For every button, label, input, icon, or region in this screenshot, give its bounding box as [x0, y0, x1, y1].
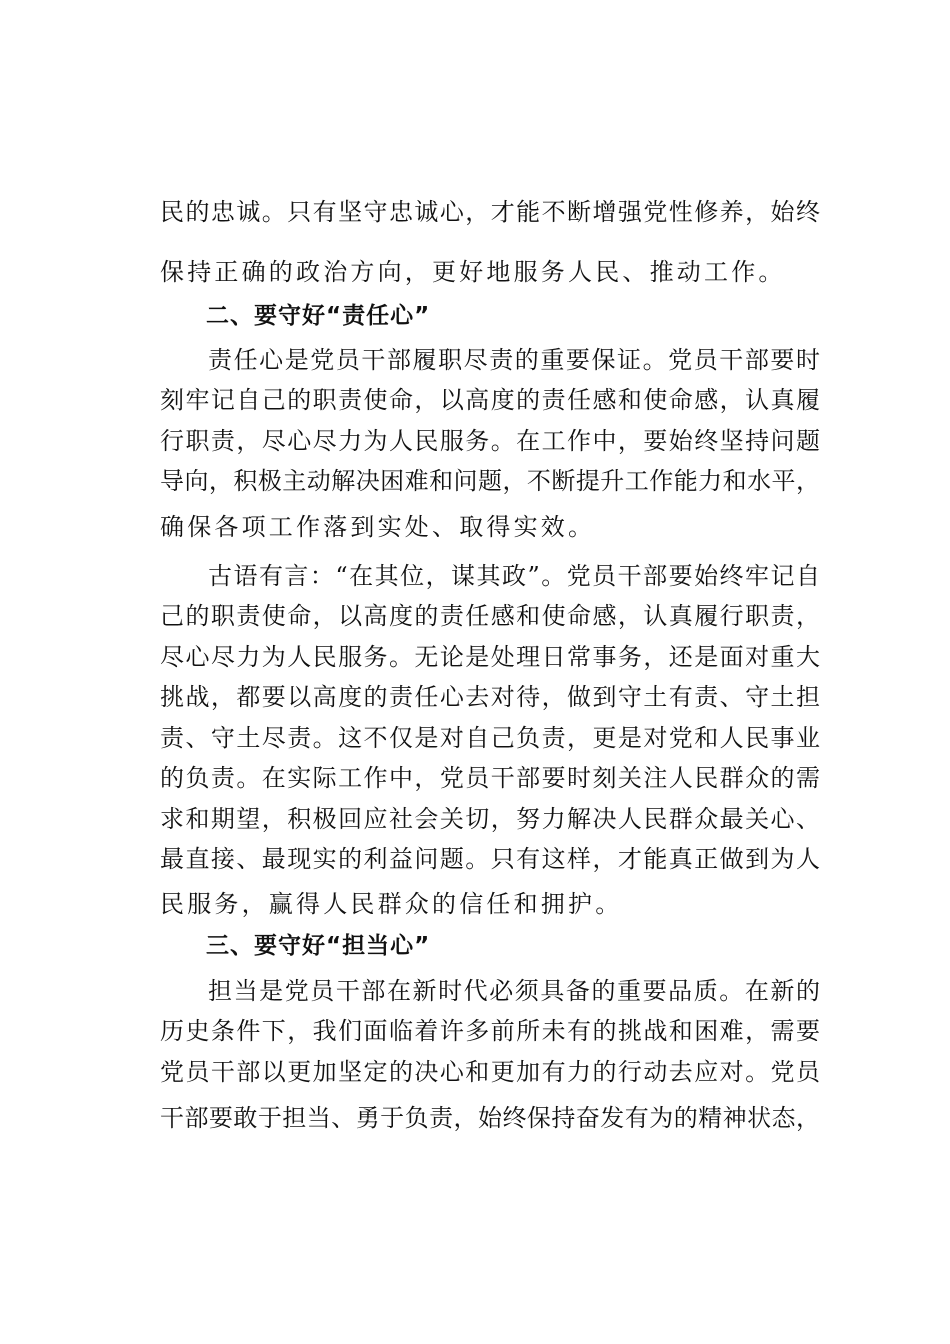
paragraph-line: 求和期望，积极回应社会关切，努力解决人民群众最关心、 — [160, 805, 820, 833]
paragraph-line: 最直接、最现实的利益问题。只有这样，才能真正做到为人 — [160, 845, 820, 873]
paragraph-line: 担当是党员干部在新时代必须具备的重要品质。在新的 — [208, 977, 820, 1005]
section-heading: 二、要守好“责任心” — [206, 303, 431, 329]
section-heading: 三、要守好“担当心” — [206, 933, 431, 959]
paragraph-line: 导向，积极主动解决困难和问题，不断提升工作能力和水平， — [160, 467, 820, 495]
paragraph-line: 己的职责使命，以高度的责任感和使命感，认真履行职责， — [160, 602, 820, 630]
paragraph-line: 确保各项工作落到实处、取得实效。 — [160, 513, 596, 541]
paragraph-line: 干部要敢于担当、勇于负责，始终保持奋发有为的精神状态， — [160, 1104, 820, 1132]
paragraph-line: 尽心尽力为人民服务。无论是处理日常事务，还是面对重大 — [160, 643, 820, 671]
paragraph-line: 责、守土尽责。这不仅是对自己负责，更是对党和人民事业 — [160, 724, 820, 752]
paragraph-line: 保持正确的政治方向，更好地服务人民、推动工作。 — [160, 258, 786, 286]
paragraph-line: 民服务，赢得人民群众的信任和拥护。 — [160, 890, 623, 918]
paragraph-line: 责任心是党员干部履职尽责的重要保证。党员干部要时 — [208, 346, 820, 374]
paragraph-line: 历史条件下，我们面临着许多前所未有的挑战和困难，需要 — [160, 1017, 820, 1045]
paragraph-line: 民的忠诚。只有坚守忠诚心，才能不断增强党性修养，始终 — [160, 198, 820, 226]
paragraph-line: 行职责，尽心尽力为人民服务。在工作中，要始终坚持问题 — [160, 427, 820, 455]
paragraph-line: 党员干部以更加坚定的决心和更加有力的行动去应对。党员 — [160, 1058, 820, 1086]
paragraph-line: 的负责。在实际工作中，党员干部要时刻关注人民群众的需 — [160, 764, 820, 792]
paragraph-line: 古语有言：“在其位，谋其政”。党员干部要始终牢记自 — [208, 562, 820, 590]
paragraph-line: 刻牢记自己的职责使命，以高度的责任感和使命感，认真履 — [160, 386, 820, 414]
paragraph-line: 挑战，都要以高度的责任心去对待，做到守土有责、守土担 — [160, 683, 820, 711]
